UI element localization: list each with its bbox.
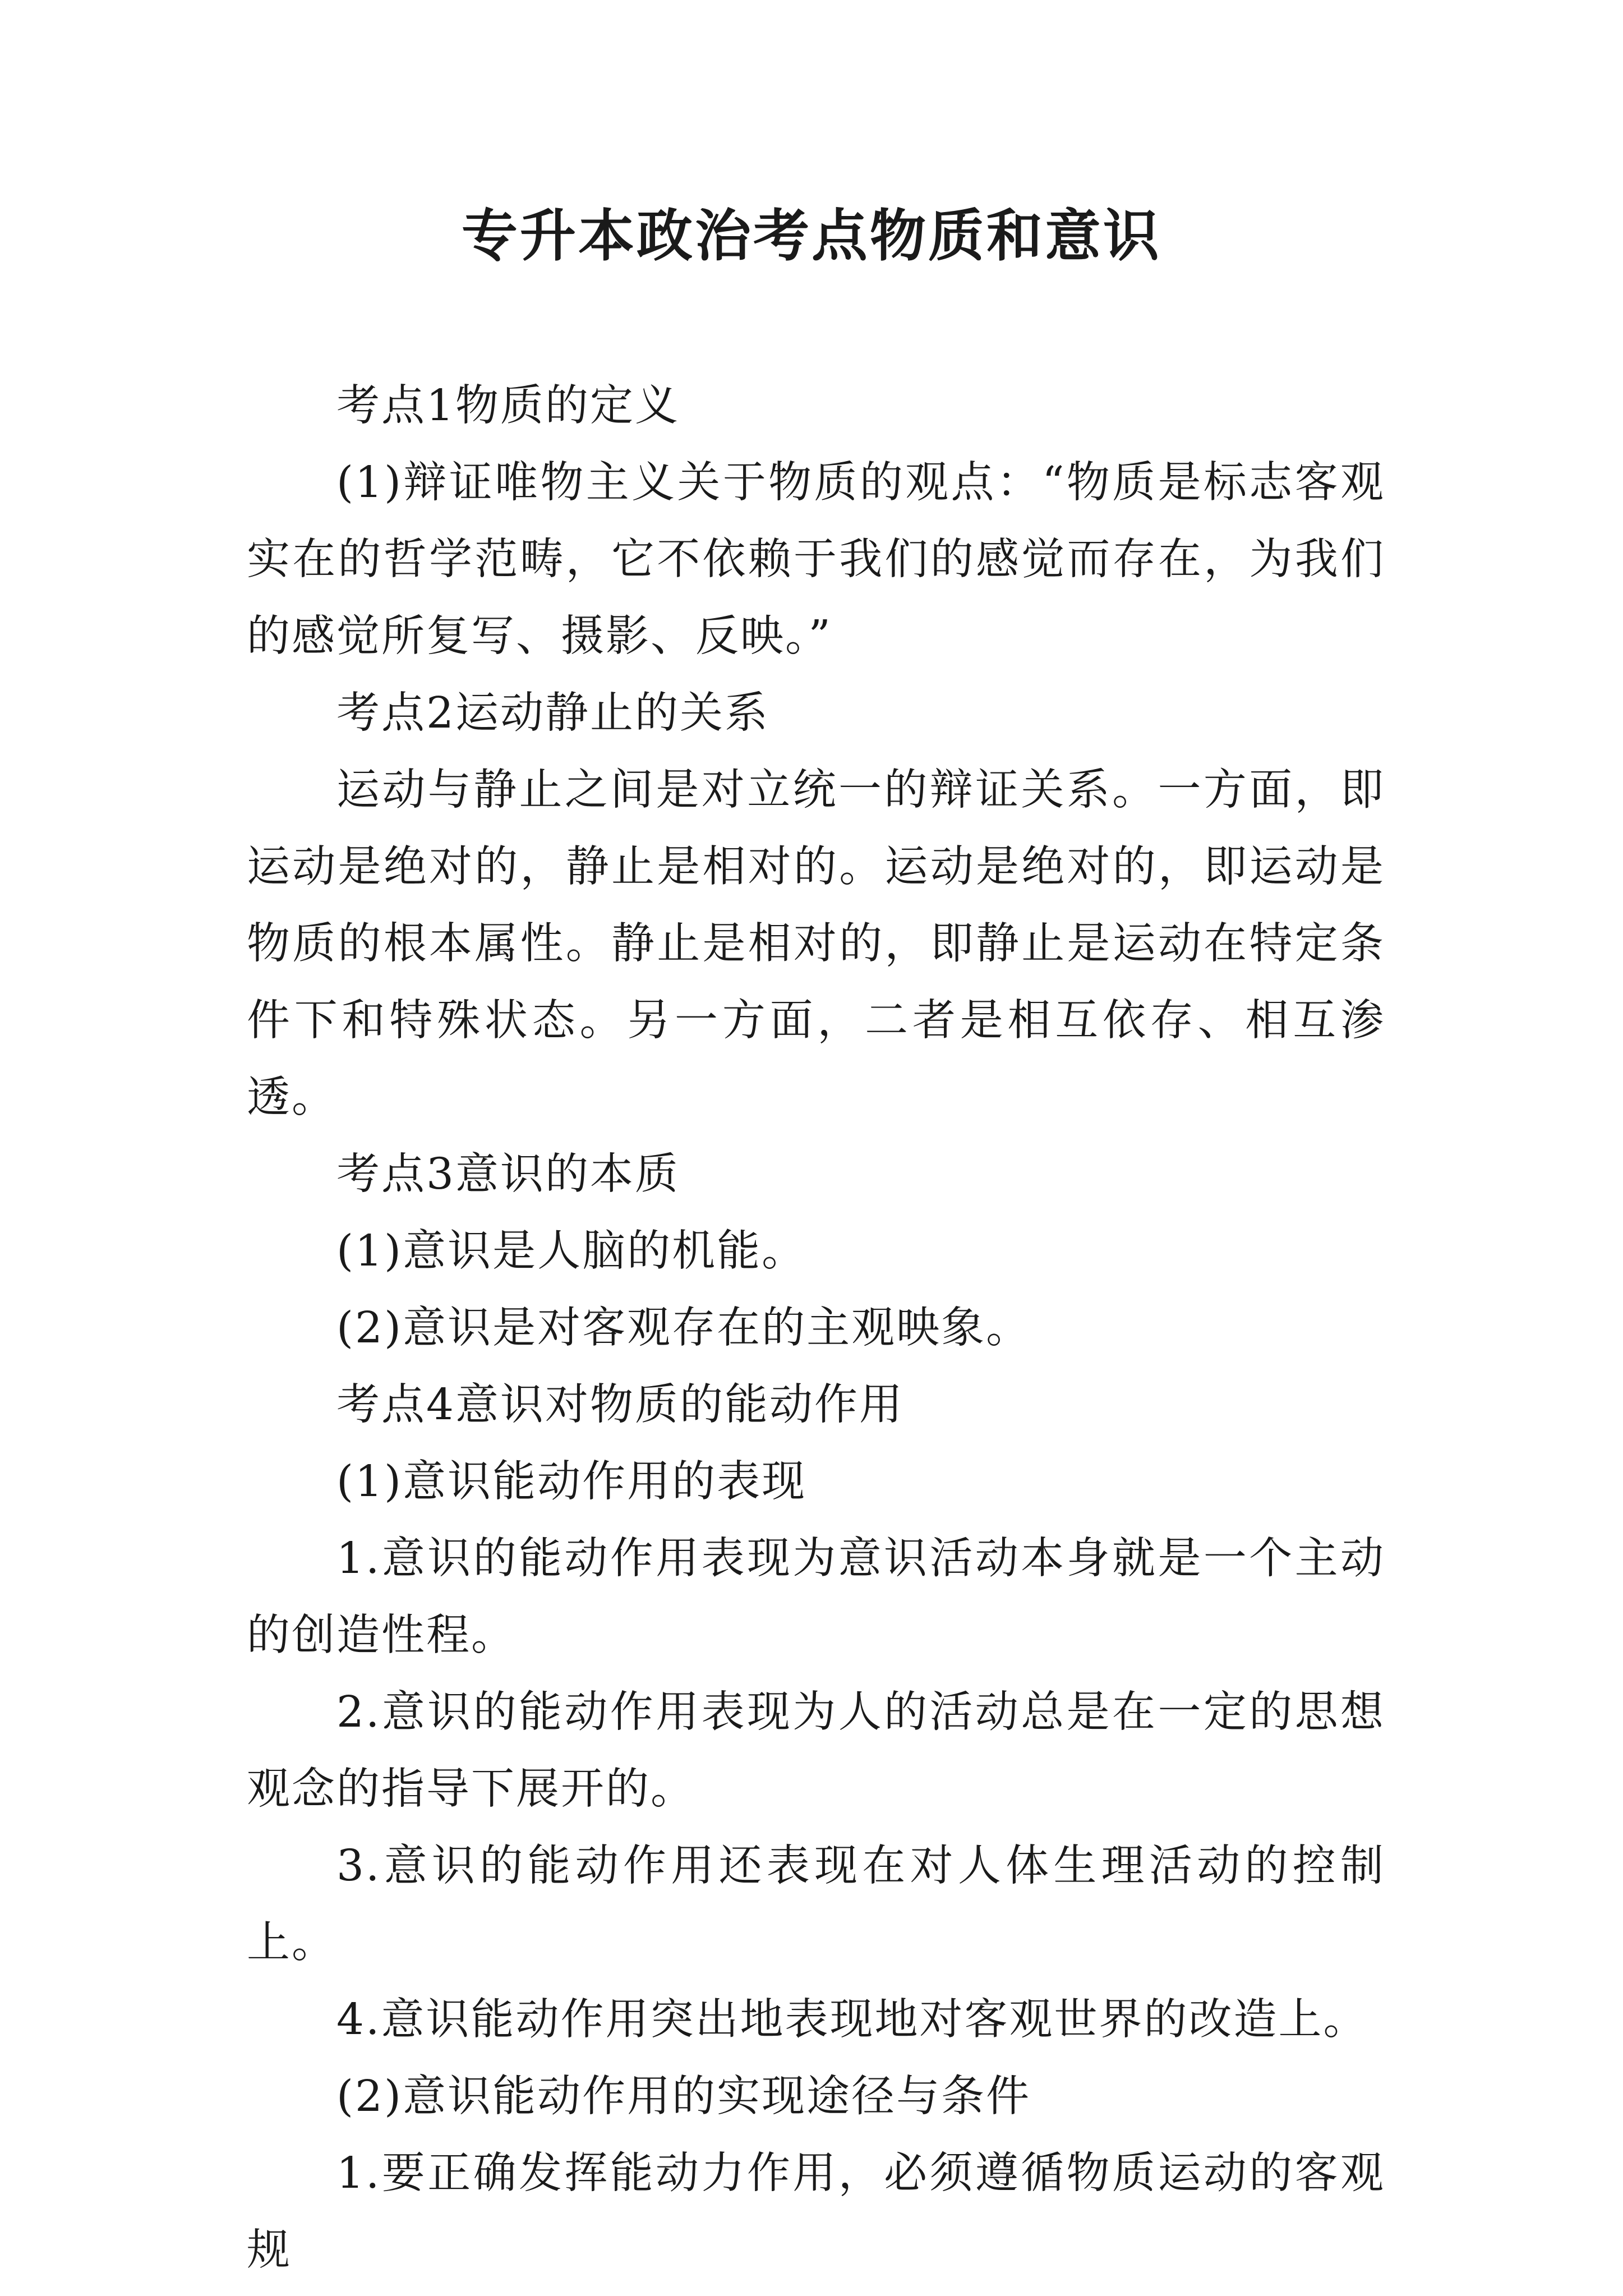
paragraph-12: 3.意识的能动作用还表现在对人体生理活动的控制上。: [247, 1841, 1385, 1968]
paragraph-2: (1)辩证唯物主义关于物质的观点：“物质是标志客观实在的哲学范畴，它不依赖于我们的感觉而存在，为我们的感觉所复写、摄影、反映。”: [247, 458, 1385, 661]
document-title: 专升本政治考点物质和意识: [462, 203, 1161, 269]
paragraph-3: 考点2运动静止的关系: [336, 688, 769, 738]
paragraph-15: 1.要正确发挥能动力作用，必须遵循物质运动的客观规: [247, 2148, 1385, 2275]
paragraph-10: 1.意识的能动作用表现为意识活动本身就是一个主动的创造性程。: [247, 1534, 1385, 1660]
paragraph-6: (1)意识是人脑的机能。: [336, 1226, 807, 1276]
paragraph-14: (2)意识能动作用的实现途径与条件: [336, 2072, 1031, 2122]
paragraph-5: 考点3意识的本质: [336, 1149, 680, 1199]
paragraph-13: 4.意识能动作用突出地表现地对客观世界的改造上。: [336, 1995, 1368, 2045]
document-body: [247, 367, 1385, 2289]
paragraph-1: 考点1物质的定义: [336, 381, 680, 431]
paragraph-4: 运动与静止之间是对立统一的辩证关系。一方面，即运动是绝对的，静止是相对的。运动是绝对的，即运动是物质的根本属性。静止是相对的，即静止是运动在特定条件下和特殊状态。另一方面，二者是相互依存、相互渗透。: [247, 765, 1385, 1122]
paragraph-9: (1)意识能动作用的表现: [336, 1457, 807, 1507]
paragraph-7: (2)意识是对客观存在的主观映象。: [336, 1303, 1031, 1353]
paragraph-11: 2.意识的能动作用表现为人的活动总是在一定的思想观念的指导下展开的。: [247, 1687, 1385, 1814]
paragraph-8: 考点4意识对物质的能动作用: [336, 1380, 904, 1430]
